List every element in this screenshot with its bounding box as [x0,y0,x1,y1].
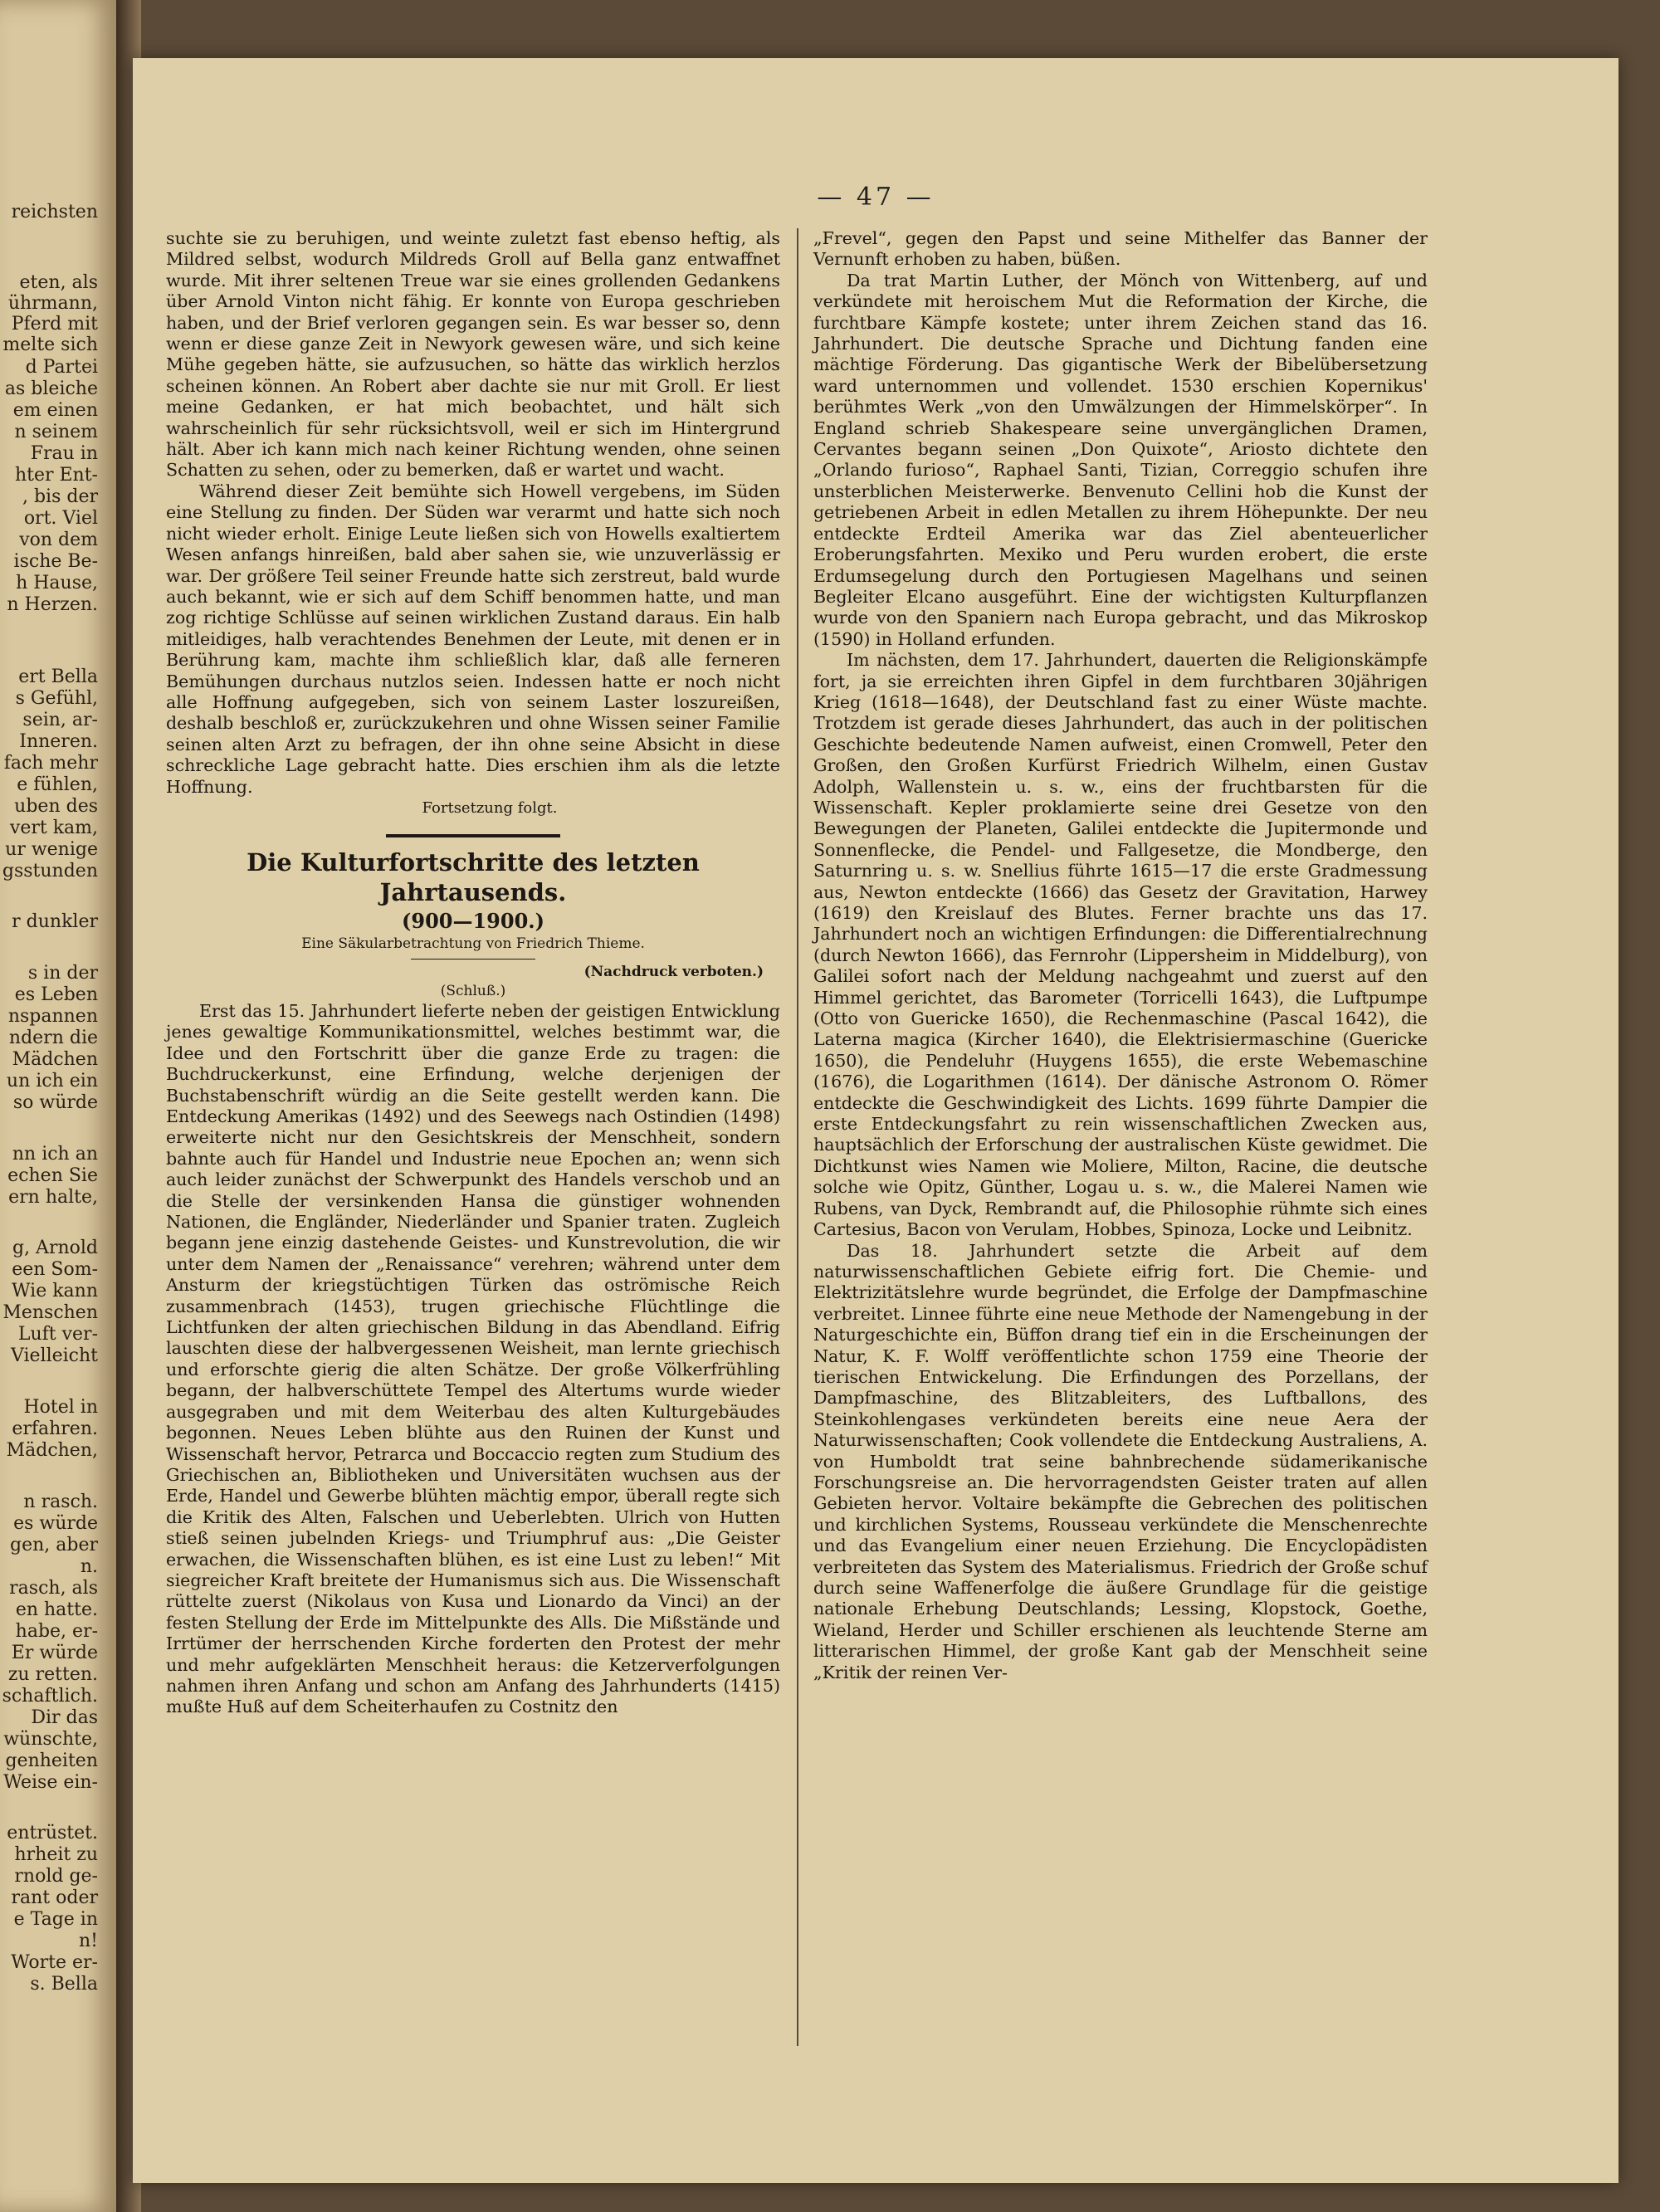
facing-page-text-fragment: ische Be- [13,551,98,572]
facing-page-text-fragment: erfahren. [12,1419,98,1439]
facing-page-text-fragment: h Hause, [16,573,98,593]
facing-page-text-fragment: rant oder [11,1887,98,1908]
article-paragraph: Im nächsten, dem 17. Jahrhundert, dauerten die Religionskämpfe fort, ja sie erreichten ihren Gipfel in dem furchtbaren 30jährigen Krieg (1618—1648), der Deutschland fast zu einer Wüste machte. Trotzdem ist gerade dieses Jahrhundert, das auch in der politischen Geschichte bedeutende Namen aufweist, einen Cromwell, Peter den Großen, den Großen Kurfürst Friedrich Wilhelm, einen Gustav Adolph, Wallenstein u. s. w., eins der fruchtbarsten für die Wissenschaft. Kepler proklamierte seine drei Gesetze von den Bewegungen der Planeten, Galilei entdeckte die Jupitermonde und Sonnenflecke, die Pendel- und Fallgesetze, die Mondberge, den Saturnring u. s. w. Snellius führte 1615—17 die erste Gradmessung aus, Newton entdeckte (1666) das Gesetz der Gravitation, Harwey (1619) den Kreislauf des Blutes. Ferner brachte uns das 17. Jahrhundert noch an wichtigen Erfindungen: die Differentialrechnung (durch Newton 1666), das Fernrohr (Lippersheim in Middelburg), von Galilei sofort nach der Meldung nachgeahmt und zuerst auf den Himmel gerichtet, das Barometer (Torricelli 1643), die Luftpumpe (Otto von Guericke 1650), die Rechenmaschine (Pascal 1642), die Laterna magica (Kircher 1640), die Elektrisiermaschine (Guericke 1650), die Pendeluhr (Huygens 1655), die erste Webemaschine (1676), die Logarithmen (1614). Der dänische Astronom O. Römer entdeckte die Geschwindigkeit des Lichts. 1699 führte Dampier die erste Entdeckungsfahrt zu rein wissenschaftlichen Zwecken aus, hauptsächlich der Erforschung der australischen Küste gewidmet. Die Dichtkunst wies Namen wie Moliere, Milton, Racine, die deutsche solche wie Opitz, Günther, Logau u. s. w., die Malerei Namen wie Rubens, van Dyck, Rembrandt auf, die Philosophie rühmte sich eines Cartesius, Bacon von Verulam, Hobbes, Spinoza, Locke und Leibnitz. [813,650,1428,1240]
facing-page-text-fragment: reichsten [11,202,98,222]
facing-page-text-fragment: Wie kann [11,1281,98,1301]
facing-page-text-fragment: Mädchen [12,1049,98,1070]
article-header [166,847,780,1001]
left-column [166,228,780,1718]
facing-page-text-fragment: as bleiche [4,378,98,399]
facing-page-text-fragment: melte sich [2,334,98,355]
article-part: (Schluß.) [440,982,506,999]
facing-page-text-fragment: ert Bella [18,667,98,687]
story-paragraph: Während dieser Zeit bemühte sich Howell vergebens, im Süden eine Stellung zu finden. Der Süden war verarmt und hatte sich noch nicht wieder erholt. Einige Leute ließen sich von Howells exaltiertem Wesen anfangs hinreißen, bald aber sahen sie, wie unzuverlässig er war. Der größere Teil seiner Freunde hatte sich zerstreut, bald wurde auch bekannt, wie er sich auf dem Schiff benommen hatte, und man zog richtige Schlüsse auf seinen wirklichen Zustand daraus. Ein halb mitleidiges, halb verachtendes Benehmen der Leute, mit denen er in Berührung kam, machte ihm schließlich klar, daß alle ferneren Bemühungen durchaus nutzlos seien. Indessen hatte er noch nicht alle Hoffnung aufgegeben, sich von seinem Laster loszureißen, deshalb beschloß er, zurückzukehren und ohne Wissen seiner Familie seinen alten Arzt zu befragen, der ihn ohne seine Absicht in diese schreckliche Lage gebracht hatte. Dies erschien ihm als die letzte Hoffnung. [166,481,780,797]
facing-page-text-fragment: Pferd mit [11,314,98,334]
facing-page-text-fragment: rnold ge- [14,1866,98,1887]
facing-page-text-fragment: em einen [12,400,98,421]
facing-page-text-fragment: s in der [27,963,98,984]
facing-page-text-fragment: eten, als [19,272,98,293]
facing-page-text-fragment: genheiten [5,1751,98,1771]
facing-page-text-fragment: rasch, als [9,1578,98,1599]
facing-page-text-fragment: vert kam, [9,818,98,838]
article-dates: (900—1900.) [402,908,544,933]
facing-page-text-fragment: Hotel in [23,1397,98,1418]
facing-page-text-fragment: sein, ar- [22,710,98,730]
facing-page-text-fragment: , bis der [22,486,98,507]
article-paragraph: Erst das 15. Jahrhundert lieferte neben der geistigen Entwicklung jenes gewaltige Kommunikationsmittel, welches bestimmt war, die Idee und den Fortschritt über die ganze Erde zu tragen: die Buchdruckerkunst, eine Erfindung, welche derjenigen der Buchstabenschrift würdig an die Seite gestellt werden kann. Die Entdeckung Amerikas (1492) und des Seewegs nach Ostindien (1498) erweiterte nicht nur den Gesichtskreis der Menschheit, sondern bahnte auch für Handel und Industrie neue Epochen an; wenn sich auch leider zunächst der Schwerpunkt des Handels verschob und an die Stelle der versinkenden Hansa die günstiger wohnenden Nationen, die Engländer, Niederländer und Spanier traten. Zugleich begann jene einzig dastehende Geistes- und Kunstrevolution, die wir unter dem Namen der „Renaissance“ verehren; während unter dem Ansturm der kriegstüchtigen Türken das oströmische Reich zusammenbrach (1453), trugen griechische Flüchtlinge die Lichtfunken der alten griechischen Bildung in das Abendland. Eifrig lauschten diese der halbvergessenen Weisheit, man lernte griechisch und erforschte gierig die alten Schätze. Der große Völkerfrühling begann, der halbverschüttete Tempel des Altertums wurde wieder ausgegraben und mit dem Weiterbau des alten Kulturgebäudes begonnen. Neues Leben blühte aus den Ruinen der Kunst und Wissenschaft hervor, Petrarca und Boccaccio regten zum Studium des Griechischen an, Bibliotheken und Universitäten wuchsen aus der Erde, Handel und Gewerbe blühten mächtig empor, überall regte sich die Kritik des Alten, Falschen und Ueberlebten. Ulrich von Hutten stieß seinen jubelnden Kriegs- und Triumphruf aus: „Die Geister erwachen, die Wissenschaften blühen, es ist eine Lust zu leben!“ Mit siegreicher Kraft breitete der Humanismus sich aus. Die Wissenschaft rüttelte zuerst (Nikolaus von Kusa und Lionardo da Vinci) an der festen Stellung der Erde im Mittelpunkte des Alls. Die Mißstände und Irrtümer der herrschenden Kirche forderten den Protest der mehr und mehr aufgeklärten Menschheit heraus: die Ketzerverfolgungen nahmen ihren Anfang und schon am Anfang des Jahrhunderts (1415) mußte Huß auf dem Scheiterhaufen zu Costnitz den [166,1000,780,1717]
facing-page-text-fragment: e Tage in [13,1909,98,1930]
facing-page-text-fragment: s. Bella [30,1974,98,1995]
facing-page-text-fragment: es würde [13,1513,98,1534]
article-title: Die Kulturfortschritte des letzten Jahrtausends. [247,847,700,906]
facing-page-text-fragment: Vielleicht [10,1345,98,1366]
article-byline: Eine Säkularbetrachtung von Friedrich Thieme. [301,935,645,952]
facing-page-text-fragment: n seinem [14,422,98,442]
facing-page-text-fragment: e fühlen, [17,774,98,795]
right-column [813,228,1428,1683]
facing-page-text-fragment: Dir das [31,1707,98,1728]
facing-page-text-fragment: n. [80,1556,98,1577]
facing-page-text-fragment: schaftlich. [2,1686,98,1707]
facing-page-text-fragment: ndern die [8,1028,98,1048]
facing-page-text-fragment: echen Sie [7,1165,98,1186]
facing-page-text-fragment: gsstunden [2,861,98,881]
facing-page-text-fragment: en hatte. [15,1599,98,1620]
facing-page-text-fragment: fach mehr [3,753,98,774]
facing-page-text-fragment: so würde [12,1092,98,1113]
facing-page-text-fragment: zu retten. [7,1664,98,1685]
facing-page-text-fragment: nspannen [7,1006,98,1027]
facing-page-text-fragment: habe, er- [15,1621,98,1642]
facing-page-text-fragment: een Som- [12,1259,98,1280]
facing-page-text-fragment: Er würde [11,1643,98,1663]
serial-story-ending [166,228,780,819]
facing-page-text-fragment: g, Arnold [12,1238,98,1258]
facing-page-text-fragment: Menschen [2,1302,98,1323]
article-paragraph: „Frevel“, gegen den Papst und seine Mithelfer das Banner der Vernunft erhoben zu haben, büßen. [813,228,1428,270]
section-divider [386,834,560,837]
facing-page-text-fragment: Weise ein- [3,1772,98,1793]
facing-page-text-fragment: ort. Viel [23,508,98,529]
facing-page-text-fragment: von dem [19,530,98,550]
facing-page-text-fragment: un ich ein [6,1071,98,1091]
story-paragraph: suchte sie zu beruhigen, und weinte zuletzt fast ebenso heftig, als Mildred selbst, wodurch Mildreds Groll auf Bella ganz entwaffnet wurde. Mit ihrer seltenen Treue war sie eines grollenden Gedankens über Arnold Vinton nicht fähig. Er konnte von Europa geschrieben haben, und der Brief verloren gegangen sein. Es war besser so, denn wenn er diese ganze Zeit in Newyork gewesen wäre, und sich keine Mühe gegeben hätte, sie aufzusuchen, so hätte das wirklich herzlos scheinen können. An Robert aber dachte sie nur mit Groll. Er liest meine Gedanken, er hat mich beobachtet, und hält sich wahrscheinlich für sehr rücksichtsvoll, weil er sich im Hintergrund hält. Aber ich kann mich nach keiner Richtung wenden, ohne seinen Schatten zu sehen, oder zu bemerken, daß er wartet und wacht. [166,228,780,481]
facing-page-text-fragment: nn ich an [12,1144,98,1165]
facing-page-text-fragment: ührmann, [7,293,98,314]
facing-page-text-fragment: entrüstet. [7,1823,98,1843]
facing-page-text-fragment: uben des [14,796,98,817]
page-number: — 47 — [817,183,935,212]
article-paragraph: Da trat Martin Luther, der Mönch von Wittenberg, auf und verkündete mit heroischem Mut die Reformation der Kirche, die furchtbare Kämpfe kostete; unter ihrem Zeichen stand das 16. Jahrhundert. Die deutsche Sprache und Dichtung fanden eine mächtige Förderung. Das gigantische Werk der Bibelübersetzung ward unternommen und vollendet. 1530 erschien Kopernikus' berühmtes Werk „von den Umwälzungen der Himmelskörper“. In England schrieb Shakespeare seine unvergänglichen Dramen, Cervantes begann seinen „Don Quixote“, Ariosto dichtete den „Orlando furioso“, Raphael Santi, Tizian, Correggio schufen ihre unsterblichen Meisterwerke. Benvenuto Cellini hob die Kunst der getriebenen Arbeit in edlen Metallen zu ihrem Höhepunkte. Der neu entdeckte Erdteil Amerika war das Ziel abenteuerlicher Eroberungsfahrten. Mexiko und Peru wurden erobert, die erste Erdumsegelung durch den Portugiesen Magelhans und seinen Begleiter Elcano ausgeführt. Eine der wichtigsten Kulturpflanzen wurde von den Spaniern nach Europa gebracht, und das Mikroskop (1590) in Holland erfunden. [813,270,1428,649]
facing-page-text-fragment: hrheit zu [14,1844,98,1865]
facing-page-text-fragment: Worte er- [11,1952,98,1973]
facing-page-text-fragment: Inneren. [19,731,98,752]
facing-page-text-fragment: Luft ver- [17,1324,98,1345]
facing-page-text-fragment: ern halte, [8,1187,98,1208]
column-divider [797,228,798,2046]
facing-page-text-fragment: es Leben [14,984,98,1005]
facing-page-text-fragment: n! [78,1931,98,1951]
header-rule [411,959,535,960]
facing-page-text-fragment: Mädchen, [6,1440,98,1461]
facing-page-text-fragment: s Gefühl, [15,688,98,709]
facing-page-text-fragment: hter Ent- [14,465,98,486]
facing-page-edge [0,0,116,2212]
newspaper-page [133,58,1618,2183]
facing-page-text-fragment: r dunkler [12,911,98,932]
facing-page-text-fragment: n rasch. [23,1492,98,1512]
facing-page-text-fragment: Frau in [30,443,98,464]
facing-page-text-fragment: ur wenige [5,839,98,860]
article-paragraph: Das 18. Jahrhundert setzte die Arbeit auf dem naturwissenschaftlichen Gebiete eifrig fort. Die Chemie- und Elektrizitätslehre wurde begründet, die Erfolge der Dampfmaschine verbreitet. Linnee führte eine neue Methode der Namengebung in der Naturgeschichte ein, Büffon drang tief ein in die Erscheinungen der Natur, K. F. Wolff veröffentlichte schon 1759 eine Theorie der tierischen Entwickelung. Die Erfindungen des Porzellans, der Dampfmaschine, des Blitzableiters, des Luftballons, des Steinkohlengases verkündeten bereits eine neue Aera der Naturwissenschaften; Cook vollendete die Entdeckung Australiens, A. von Humboldt trat seine bahnbrechende südamerikanische Forschungsreise an. Die hervorragendsten Geister traten auf allen Gebieten hervor. Voltaire bekämpfte die Gebrechen des politischen und kirchlichen Systems, Rousseau verkündete die Menschenrechte und das Evangelium einer neuen Erziehung. Die Encyclopädisten verbreiteten das System des Materialismus. Friedrich der Große schuf durch seine Waffenerfolge die äußere Grundlage für die geistige nationale Erhebung Deutschlands; Lessing, Klopstock, Goethe, Wieland, Herder und Schiller erschienen als leuchtende Sterne am litterarischen Himmel, der große Kant gab der Menschheit seine „Kritik der reinen Ver- [813,1240,1428,1682]
facing-page-text-fragment: gen, aber [10,1535,98,1555]
facing-page-text-fragment: wünschte, [3,1729,98,1750]
facing-page-text-fragment: d Partei [25,357,98,378]
facing-page-text-fragment: n Herzen. [7,594,98,615]
continued-notice: Fortsetzung folgt. [422,798,558,817]
reprint-notice: (Nachdruck verboten.) [583,963,764,980]
